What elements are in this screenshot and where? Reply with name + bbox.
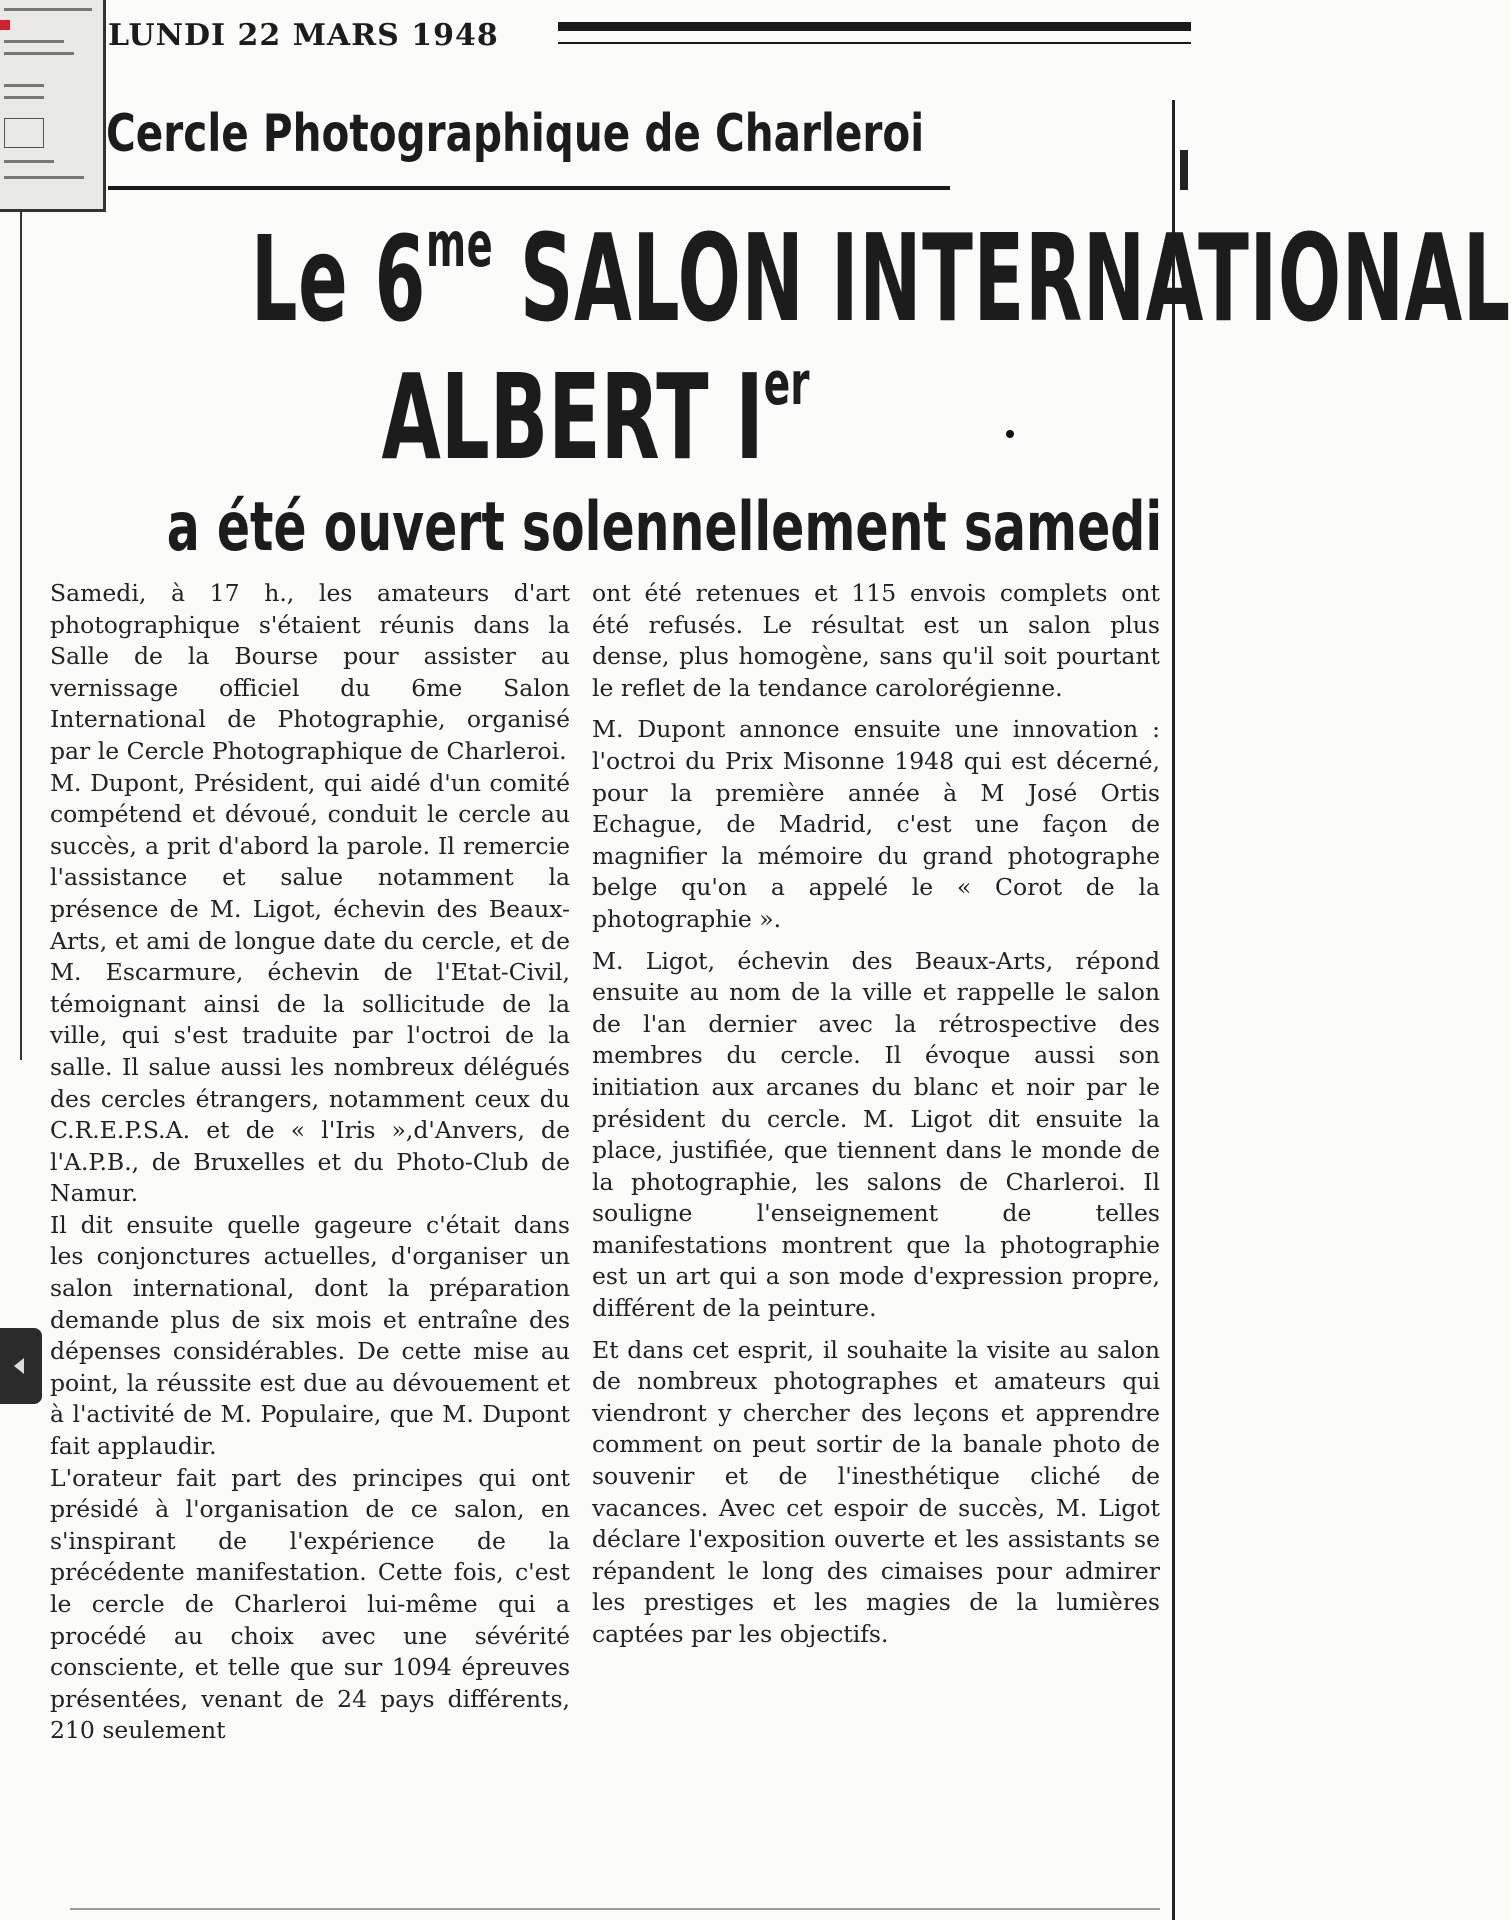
page-date: LUNDI 22 MARS 1948 <box>108 18 499 53</box>
section-rule <box>108 186 950 190</box>
thumbnail-line <box>4 40 64 43</box>
headline-prefix: Le 6 <box>250 210 426 348</box>
headline-line-2 <box>208 348 982 486</box>
headline-main: SALON INTERNATIONAL <box>493 210 1511 349</box>
paragraph: ont été retenues et 115 envois complets ont été refusés. Le résultat est un salon plus dense, plus homogène, sans qu'il soit pourtant le reflet de la tendance carolorégienne. <box>592 579 1160 702</box>
adjacent-column-fragment <box>1180 150 1188 190</box>
thumbnail-line <box>4 84 44 87</box>
column-rule-left <box>20 210 22 1060</box>
article-column-2 <box>592 578 1160 1651</box>
paragraph: M. Dupont, Président, qui aidé d'un comité compétend et dévoué, conduit le cercle au succès, a prit d'abord la parole. Il remercie l'assistance et salue notamment la présence de M. Ligot, échevin des Beaux-Arts, et ami de longue date du cercle, et de M. Escarmure, échevin de l'Etat-Civil, témoignant ainsi de la sollicitude de la ville, qui s'est traduite par l'octroi de la salle. Il salue aussi les nombreux délégués des cercles étrangers, notamment ceux du C.R.E.P.S.A. et de « l'Iris »,d'Anvers, de l'A.P.B., de Bruxelles et du Photo-Club de Namur. <box>50 768 570 1208</box>
headline-line-1 <box>250 208 1511 349</box>
paragraph: Samedi, à 17 h., les amateurs d'art photographique s'étaient réunis dans la Salle de la Bourse pour assister au vernissage officiel du 6me Salon International de Photographie, organisé par le Cercle Photographique de Charleroi. <box>50 579 570 765</box>
paragraph: Et dans cet esprit, il souhaite la visite au salon de nombreux photographes et amateurs qui viendront y chercher des leçons et apprendre comment on peut sortir de la banale photo de souvenir et de l'inesthétique cliché de vacances. Avec cet espoir de succès, M. Ligot déclare l'exposition ouverte et les assistants se répandent le long des cimaises pour admirer les prestiges et les magies de la lumières captées par les objectifs. <box>592 1335 1160 1648</box>
headline-superscript-er: er <box>763 349 810 419</box>
column-rule-right <box>1172 100 1175 1920</box>
thumbnail-line <box>4 176 84 179</box>
thumbnail-line <box>4 96 44 99</box>
section-title: Cercle Photographique de Charleroi <box>106 104 925 164</box>
thumbnail-line <box>4 8 92 11</box>
thumbnail-line <box>4 52 74 55</box>
thumbnail-line <box>4 160 54 163</box>
paragraph: M. Dupont annonce ensuite une innovation : l'octroi du Prix Misonne 1948 qui est décerné, pour la première année à M José Ortis Echague, de Madrid, c'est une façon de magnifier la mémoire du grand photographe belge qu'on a appelé le « Corot de la photographie ». <box>592 715 1160 933</box>
subheadline: a été ouvert solennellement samedi <box>166 488 1163 567</box>
paragraph: Il dit ensuite quelle gageure c'était dans les conjonctures actuelles, d'organiser un salon international, dont la préparation demande plus de six mois et entraîne des dépenses considérables. De cette mise au point, la réussite est due au dévouement et à l'activité de M. Populaire, que M. Dupont fait applaudir. <box>50 1210 570 1461</box>
paragraph: M. Ligot, échevin des Beaux-Arts, répond ensuite au nom de la ville et rappelle le salon de l'an dernier avec la rétrospective des membres du cercle. Il évoque aussi son initiation aux arcanes du blanc et noir par le président du cercle. M. Ligot dit ensuite la place, justifiée, que tiennent dans le monde de la photographie, les salons de Charleroi. Il souligne l'enseignement de telles manifestations montrent que la photographie est un art qui a son mode d'expression propre, différent de la peinture. <box>592 946 1160 1323</box>
thumbnail-red-mark <box>0 20 10 30</box>
headline-superscript-me: me <box>425 208 494 281</box>
top-rule <box>558 22 1191 31</box>
side-collapse-tab[interactable] <box>0 1328 42 1404</box>
top-rule-thin <box>558 42 1191 44</box>
paragraph: L'orateur fait part des principes qui ont présidé à l'organisation de ce salon, en s'inspirant de l'expérience de la précédente manifestation. Cette fois, c'est le cercle de Charleroi lui-même qui a procédé au choix avec une sévérité consciente, et telle que sur 1094 épreuves présentées, venant de 24 pays différents, 210 seulement <box>50 1463 570 1745</box>
article-column-1 <box>50 578 570 1747</box>
page-thumbnail[interactable] <box>0 0 106 212</box>
print-speck <box>1006 430 1014 438</box>
thumbnail-box <box>4 118 44 148</box>
headline-albert: ALBERT I <box>381 348 764 486</box>
bottom-rule <box>70 1908 1160 1910</box>
